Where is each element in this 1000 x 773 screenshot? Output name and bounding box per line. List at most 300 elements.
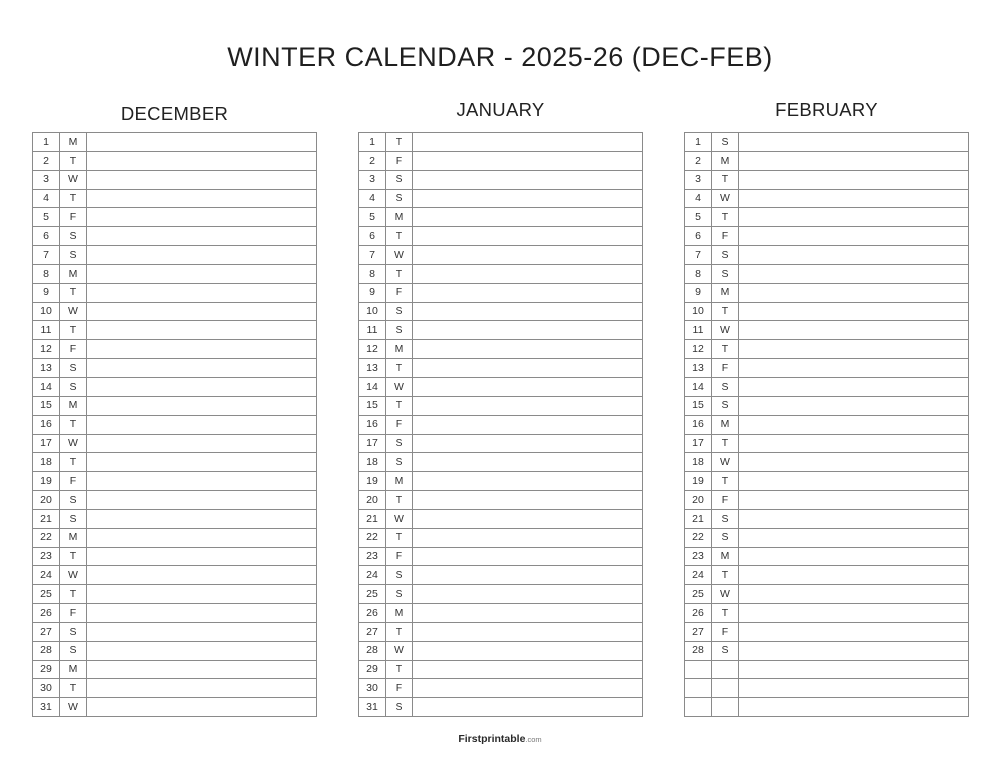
note-cell[interactable] [87,377,317,396]
day-of-week: S [386,189,413,208]
day-of-week: S [712,509,739,528]
day-number: 26 [685,604,712,623]
day-of-week: W [386,509,413,528]
note-cell[interactable] [87,453,317,472]
day-row [33,170,317,189]
day-number: 10 [359,302,386,321]
day-of-week: M [60,264,87,283]
day-number: 23 [685,547,712,566]
day-row [359,396,643,415]
note-cell[interactable] [413,641,643,660]
note-cell[interactable] [87,151,317,170]
day-row [685,604,969,623]
note-cell[interactable] [739,604,969,623]
day-of-week: W [60,302,87,321]
day-row [33,340,317,359]
note-cell[interactable] [413,359,643,378]
note-cell[interactable] [413,472,643,491]
day-of-week: S [60,246,87,265]
day-number: 8 [685,264,712,283]
note-cell[interactable] [413,302,643,321]
note-cell[interactable] [413,698,643,717]
day-row [359,679,643,698]
brand-name: Firstprintable [458,733,526,745]
note-cell[interactable] [413,377,643,396]
day-row [685,264,969,283]
day-number: 1 [359,133,386,152]
day-number: 7 [359,246,386,265]
note-cell[interactable] [87,264,317,283]
day-number: 19 [685,472,712,491]
note-cell[interactable] [413,170,643,189]
day-row [359,566,643,585]
note-cell[interactable] [87,434,317,453]
day-number: 27 [685,622,712,641]
day-of-week: F [60,340,87,359]
note-cell[interactable] [413,321,643,340]
day-row [33,566,317,585]
day-of-week: W [712,321,739,340]
note-cell[interactable] [413,189,643,208]
day-number: 14 [33,377,60,396]
note-cell[interactable] [413,434,643,453]
note-cell[interactable] [739,641,969,660]
note-cell[interactable] [87,547,317,566]
note-cell[interactable] [413,660,643,679]
day-number: 28 [359,641,386,660]
day-number: 28 [33,641,60,660]
day-row [685,509,969,528]
note-cell[interactable] [87,321,317,340]
day-number: 2 [359,151,386,170]
day-of-week: S [712,377,739,396]
day-row [359,660,643,679]
note-cell[interactable] [739,566,969,585]
day-row [685,151,969,170]
day-number: 22 [33,528,60,547]
day-row [33,208,317,227]
days-table [684,132,969,717]
day-of-week: M [386,472,413,491]
day-number: 21 [359,509,386,528]
note-cell[interactable] [87,622,317,641]
day-of-week: T [60,679,87,698]
note-cell[interactable] [87,585,317,604]
note-cell[interactable] [87,189,317,208]
day-row [33,491,317,510]
note-cell[interactable] [413,396,643,415]
day-row [685,415,969,434]
note-cell[interactable] [413,283,643,302]
day-number: 24 [33,566,60,585]
day-of-week: T [712,472,739,491]
note-cell[interactable] [87,566,317,585]
note-cell[interactable] [739,321,969,340]
day-number: 22 [685,528,712,547]
day-of-week: S [60,227,87,246]
day-row [33,698,317,717]
day-row [685,641,969,660]
note-cell[interactable] [413,415,643,434]
note-cell[interactable] [739,434,969,453]
day-row [685,547,969,566]
day-number: 13 [33,359,60,378]
day-of-week: S [386,698,413,717]
day-of-week: S [60,509,87,528]
day-of-week: M [712,283,739,302]
day-row [359,246,643,265]
day-row [33,641,317,660]
day-of-week [712,698,739,717]
note-cell[interactable] [739,453,969,472]
day-number: 27 [359,622,386,641]
day-row [359,585,643,604]
day-number: 17 [685,434,712,453]
day-row [359,227,643,246]
note-cell[interactable] [739,246,969,265]
day-number: 4 [33,189,60,208]
day-of-week: S [386,453,413,472]
day-row [33,453,317,472]
month-title: JANUARY [456,99,545,120]
note-cell[interactable] [87,246,317,265]
day-of-week: F [60,208,87,227]
day-row [685,396,969,415]
day-number: 3 [359,170,386,189]
note-cell[interactable] [739,528,969,547]
day-number: 12 [359,340,386,359]
note-cell[interactable] [87,170,317,189]
day-number: 26 [359,604,386,623]
day-of-week: T [60,585,87,604]
day-of-week: S [712,264,739,283]
day-row [359,321,643,340]
note-cell[interactable] [87,227,317,246]
day-of-week: S [712,246,739,265]
note-cell[interactable] [87,679,317,698]
day-number: 24 [685,566,712,585]
note-cell[interactable] [413,227,643,246]
note-cell[interactable] [413,604,643,623]
day-row [685,528,969,547]
day-number [685,698,712,717]
day-of-week: M [60,660,87,679]
note-cell[interactable] [87,283,317,302]
day-row [359,528,643,547]
day-of-week: S [712,528,739,547]
note-cell[interactable] [739,547,969,566]
day-of-week: M [712,415,739,434]
note-cell[interactable] [413,340,643,359]
day-number: 6 [359,227,386,246]
day-number: 16 [359,415,386,434]
day-number [685,679,712,698]
day-row [685,698,969,717]
note-cell[interactable] [739,227,969,246]
day-row [359,698,643,717]
note-cell[interactable] [413,491,643,510]
days-table [32,132,317,717]
day-row [685,359,969,378]
day-of-week: T [60,321,87,340]
day-of-week: T [386,622,413,641]
day-of-week: S [712,133,739,152]
note-cell[interactable] [87,208,317,227]
day-number: 15 [685,396,712,415]
day-of-week: F [712,622,739,641]
day-number: 23 [359,547,386,566]
day-number: 31 [33,698,60,717]
day-of-week: M [386,604,413,623]
month-january [358,96,643,717]
note-cell[interactable] [413,264,643,283]
day-of-week: W [712,189,739,208]
day-number: 18 [685,453,712,472]
day-row [685,377,969,396]
note-cell[interactable] [739,509,969,528]
day-row [685,660,969,679]
page-title: WINTER CALENDAR - 2025-26 (DEC-FEB) [227,42,773,72]
note-cell[interactable] [739,472,969,491]
day-number: 21 [33,509,60,528]
day-of-week: W [386,641,413,660]
note-cell[interactable] [739,283,969,302]
day-of-week: S [60,622,87,641]
day-number: 18 [359,453,386,472]
day-of-week: F [60,472,87,491]
day-of-week: F [386,415,413,434]
day-number: 3 [33,170,60,189]
day-of-week: W [60,566,87,585]
note-cell[interactable] [413,246,643,265]
day-of-week: S [386,434,413,453]
note-cell[interactable] [739,208,969,227]
note-cell[interactable] [739,302,969,321]
day-of-week [712,660,739,679]
day-number: 15 [359,396,386,415]
month-february [684,96,969,717]
day-row [359,359,643,378]
day-number: 9 [359,283,386,302]
note-cell[interactable] [739,679,969,698]
note-cell[interactable] [739,340,969,359]
day-row [33,321,317,340]
day-number: 30 [359,679,386,698]
day-row [33,283,317,302]
day-row [33,189,317,208]
day-of-week: F [712,491,739,510]
day-of-week: T [60,547,87,566]
day-row [685,472,969,491]
day-of-week: S [386,566,413,585]
day-row [359,604,643,623]
day-number: 11 [33,321,60,340]
day-number: 14 [685,377,712,396]
day-of-week: T [60,189,87,208]
footer-brand [0,733,1000,745]
day-of-week: T [712,566,739,585]
note-cell[interactable] [87,604,317,623]
day-number: 7 [685,246,712,265]
day-number: 17 [359,434,386,453]
note-cell[interactable] [87,133,317,152]
day-row [33,415,317,434]
day-row [33,151,317,170]
day-row [685,302,969,321]
day-row [33,359,317,378]
day-row [359,133,643,152]
note-cell[interactable] [739,698,969,717]
day-number: 28 [685,641,712,660]
note-cell[interactable] [413,622,643,641]
day-of-week: F [60,604,87,623]
day-row [359,547,643,566]
day-row [685,208,969,227]
day-of-week: W [712,585,739,604]
day-of-week: W [60,698,87,717]
day-of-week: F [386,679,413,698]
note-cell[interactable] [87,472,317,491]
note-cell[interactable] [87,660,317,679]
note-cell[interactable] [739,264,969,283]
day-of-week: M [60,528,87,547]
note-cell[interactable] [739,585,969,604]
day-of-week: T [60,151,87,170]
month-december [32,96,317,717]
day-of-week: S [60,641,87,660]
day-of-week: F [712,359,739,378]
day-row [33,622,317,641]
note-cell[interactable] [739,622,969,641]
day-number: 29 [33,660,60,679]
day-number: 29 [359,660,386,679]
day-of-week: T [712,340,739,359]
note-cell[interactable] [413,151,643,170]
day-of-week: T [60,453,87,472]
day-number: 24 [359,566,386,585]
note-cell[interactable] [739,151,969,170]
day-row [33,227,317,246]
day-row [685,585,969,604]
day-number: 5 [359,208,386,227]
day-row [685,679,969,698]
note-cell[interactable] [739,359,969,378]
note-cell[interactable] [739,170,969,189]
day-number: 12 [685,340,712,359]
day-number: 23 [33,547,60,566]
day-of-week: T [712,302,739,321]
note-cell[interactable] [739,396,969,415]
day-row [359,415,643,434]
day-number: 19 [359,472,386,491]
day-number: 15 [33,396,60,415]
note-cell[interactable] [739,133,969,152]
day-of-week: T [386,133,413,152]
note-cell[interactable] [87,528,317,547]
day-row [359,453,643,472]
day-row [33,246,317,265]
note-cell[interactable] [413,509,643,528]
day-row [33,302,317,321]
day-of-week: T [386,528,413,547]
day-row [685,566,969,585]
note-cell[interactable] [87,340,317,359]
day-row [685,321,969,340]
day-number: 13 [359,359,386,378]
day-number: 10 [685,302,712,321]
note-cell[interactable] [87,641,317,660]
note-cell[interactable] [87,491,317,510]
day-of-week: W [60,434,87,453]
note-cell[interactable] [739,660,969,679]
note-cell[interactable] [413,585,643,604]
note-cell[interactable] [739,491,969,510]
day-row [359,472,643,491]
day-row [685,491,969,510]
day-of-week: M [60,396,87,415]
note-cell[interactable] [739,377,969,396]
day-of-week: F [386,547,413,566]
note-cell[interactable] [87,698,317,717]
note-cell[interactable] [87,509,317,528]
day-row [359,622,643,641]
note-cell[interactable] [739,415,969,434]
day-number: 5 [33,208,60,227]
day-row [359,170,643,189]
note-cell[interactable] [413,679,643,698]
day-of-week: F [386,283,413,302]
day-of-week: S [386,321,413,340]
note-cell[interactable] [87,415,317,434]
day-number: 10 [33,302,60,321]
note-cell[interactable] [739,189,969,208]
day-of-week: S [60,491,87,510]
day-number: 27 [33,622,60,641]
day-of-week: T [60,415,87,434]
day-row [33,604,317,623]
day-number: 2 [33,151,60,170]
day-of-week: M [386,340,413,359]
day-number [685,660,712,679]
day-of-week: T [712,434,739,453]
note-cell[interactable] [413,208,643,227]
day-row [359,208,643,227]
day-number: 3 [685,170,712,189]
day-number: 26 [33,604,60,623]
day-of-week: W [386,377,413,396]
note-cell[interactable] [413,453,643,472]
day-number: 20 [359,491,386,510]
note-cell[interactable] [87,302,317,321]
note-cell[interactable] [413,528,643,547]
note-cell[interactable] [87,396,317,415]
day-of-week: S [60,377,87,396]
day-number: 21 [685,509,712,528]
note-cell[interactable] [87,359,317,378]
day-number: 5 [685,208,712,227]
day-row [685,434,969,453]
day-row [685,170,969,189]
day-number: 13 [685,359,712,378]
day-number: 1 [685,133,712,152]
note-cell[interactable] [413,547,643,566]
day-of-week: S [60,359,87,378]
note-cell[interactable] [413,133,643,152]
note-cell[interactable] [413,566,643,585]
day-number: 30 [33,679,60,698]
day-number: 19 [33,472,60,491]
day-of-week: T [386,660,413,679]
